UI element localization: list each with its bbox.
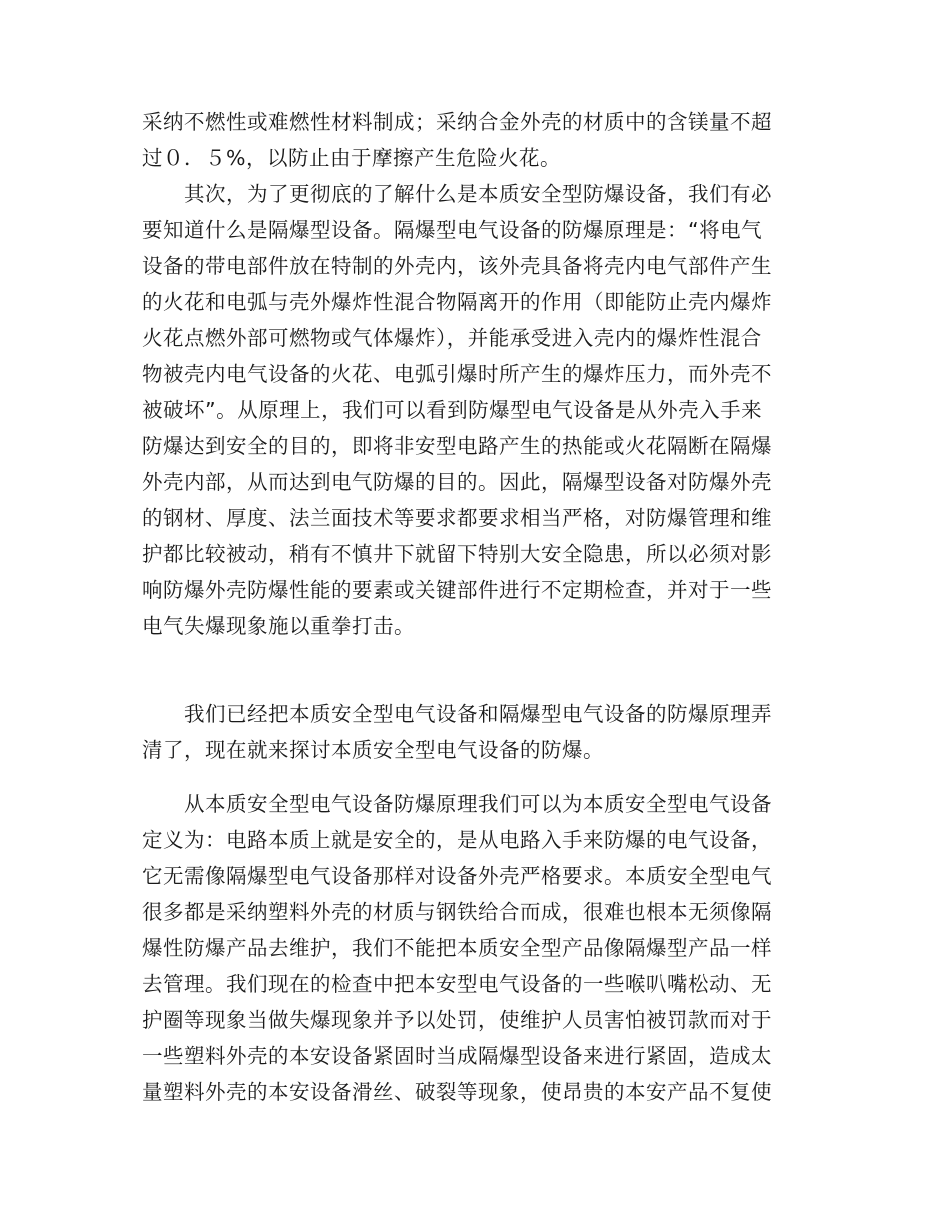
text-line: 响防爆外壳防爆性能的要素或关键部件进行不定期检查，并对于一些 <box>142 578 772 602</box>
text-line: 防爆达到安全的目的，即将非安型电路产生的热能或火花隔断在隔爆 <box>142 434 772 458</box>
text-line: 定义为：电路本质上就是安全的，是从电路入手来防爆的电气设备， <box>142 828 772 852</box>
text-line: 其次，为了更彻底的了解什么是本质安全型防爆设备，我们有必 <box>142 182 772 206</box>
text-line: 爆性防爆产品去维护，我们不能把本质安全型产品像隔爆型产品一样 <box>142 936 772 960</box>
text-line: 护圈等现象当做失爆现象并予以处罚，使维护人员害怕被罚款而对于 <box>142 1008 772 1032</box>
text-line: 护都比较被动，稍有不慎井下就留下特别大安全隐患，所以必须对影 <box>142 542 772 566</box>
text-line: 很多都是采纳塑料外壳的材质与钢铁给合而成，很难也根本无须像隔 <box>142 900 772 924</box>
text-line: 的火花和电弧与壳外爆炸性混合物隔离开的作用（即能防止壳内爆炸 <box>142 290 772 314</box>
text-line: 外壳内部，从而达到电气防爆的目的。因此，隔爆型设备对防爆外壳 <box>142 470 772 494</box>
paragraph <box>142 176 802 644</box>
text-line: 要知道什么是隔爆型设备。隔爆型电气设备的防爆原理是：“将电气 <box>142 218 763 242</box>
text-line: 电气失爆现象施以重拳打击。 <box>142 614 415 638</box>
text-line: 物被壳内电气设备的火花、电弧引爆时所产生的爆炸压力，而外壳不 <box>142 362 772 386</box>
text-line: 过０．５%，以防止由于摩擦产生危险火花。 <box>142 146 561 170</box>
text-line: 从本质安全型电气设备防爆原理我们可以为本质安全型电气设备 <box>142 792 772 816</box>
text-line: 火花点燃外部可燃物或气体爆炸），并能承受进入壳内的爆炸性混合 <box>142 326 762 350</box>
text-line: 设备的带电部件放在特制的外壳内，该外壳具备将壳内电气部件产生 <box>142 254 772 278</box>
text-line: 去管理。我们现在的检查中把本安型电气设备的一些喉叭嘴松动、无 <box>142 972 772 996</box>
text-line: 被破坏”。从原理上，我们可以看到防爆型电气设备是从外壳入手来 <box>142 398 763 422</box>
text-line: 一些塑料外壳的本安设备紧固时当成隔爆型设备来进行紧固，造成太 <box>142 1044 772 1068</box>
paragraph <box>142 696 802 768</box>
text-line: 我们已经把本质安全型电气设备和隔爆型电气设备的防爆原理弄 <box>142 702 772 726</box>
text-line: 它无需像隔爆型电气设备那样对设备外壳严格要求。本质安全型电气 <box>142 864 772 888</box>
text-line: 量塑料外壳的本安设备滑丝、破裂等现象，使昂贵的本安产品不复使 <box>142 1080 772 1104</box>
text-line: 采纳不燃性或难燃性材料制成；采纳合金外壳的材质中的含镁量不超 <box>142 110 772 134</box>
paragraph <box>142 104 802 176</box>
paragraph <box>142 786 802 1110</box>
text-line: 清了，现在就来探讨本质安全型电气设备的防爆。 <box>142 738 604 762</box>
text-line: 的钢材、厚度、法兰面技术等要求都要求相当严格，对防爆管理和维 <box>142 506 772 530</box>
